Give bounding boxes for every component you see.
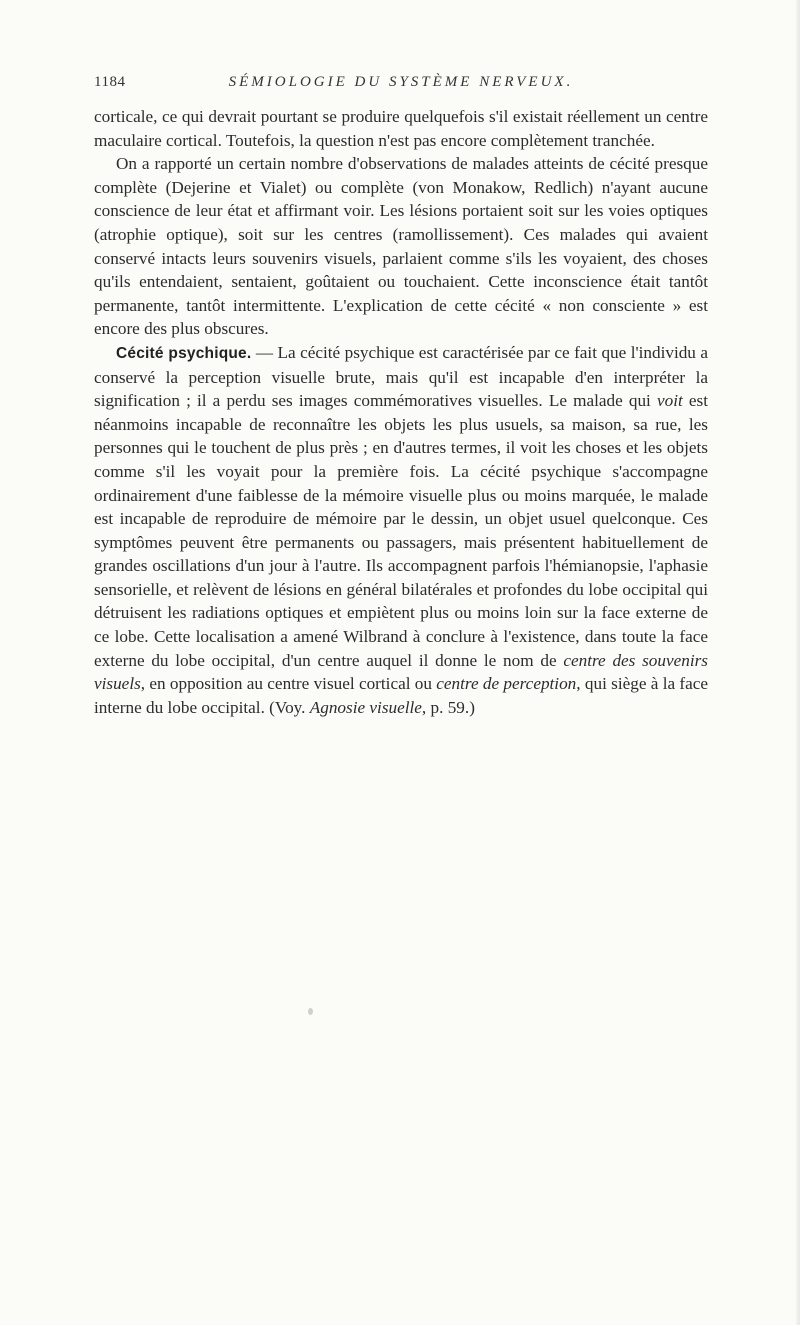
page-number: 1184 [94,74,126,90]
paragraph-continuation: corticale, ce qui devrait pourtant se produire quelquefois s'il existait réellement un centre maculaire cortical. Toutefois, la question n'est pas encore complètement tranchée. [94,107,708,150]
body-text [94,105,708,719]
cross-reference-agnosie: Agnosie visuelle [309,697,422,717]
italic-term-centre-perception: centre de perception [436,674,577,694]
heading-dash: — [251,342,278,362]
paragraph-unconscious-blindness: On a rapporté un certain nombre d'observations de malades atteints de cécité presque complète (Dejerine et Vialet) ou complète (von Monakow, Redlich) n'ayant aucune conscience de leur état et affirmant voir. Les lésions portaient soit sur les voies optiques (atrophie optique), soit sur les centres (ramollissement). Ces malades qui avaient conservé intacts leurs souvenirs visuels, parlaient comme s'ils les voyaient, des choses qu'ils entendaient, sentaient, goûtaient ou touchaient. Cette inconscience était tantôt permanente, tantôt intermittente. L'explication de cette cécité « non consciente » est encore des plus obscures. [94,154,708,339]
text-segment: La cécité psychique est caractérisée par ce fait que l'individu a conservé la perception visuelle brute, mais qu'il est incapable d'en interpréter la signification ; il a perdu ses images commémoratives visuelles. Le malade qui [94,342,709,411]
text-segment: est néanmoins incapable de reconnaître les objets les plus usuels, sa maison, sa rue, les personnes qui le touchent de plus près ; en d'autres termes, il voit les choses et les objets comme s'il les voyait pour la première fois. La cécité psychique s'accompagne ordinairement d'une faiblesse de la mémoire visuelle plus ou moins marquée, le malade est incapable de reproduire de mémoire par le dessin, un objet usuel quelconque. Ces symptômes peuvent être permanents ou passagers, mais présentent habituellement de grandes oscillations d'un jour à l'autre. Ils accompagnent parfois l'hémianopsie, l'aphasie sensorielle, et relèvent de lésions en général bilatérales et profondes du lobe occipital qui détruisent les radiations optiques et empiètent plus ou moins loin sur la face externe de ce lobe. Cette localisation a amené Wilbrand à conclure à l'existence, dans toute la face externe du lobe occipital, d'un centre auquel il donne le nom de [94,391,708,670]
text-segment: , p. 59.) [421,697,475,717]
italic-term-voit: voit [656,391,683,411]
text-segment: , en opposition au centre visuel cortical ou [140,674,437,694]
running-title: SÉMIOLOGIE DU SYSTÈME NERVEUX. [228,74,574,90]
italic-term-centre-souvenirs: centre des souvenirs visuels [94,650,708,694]
text-segment: , qui siège à la face interne du lobe occipital. (Voy. [94,674,709,717]
page-header [94,74,708,98]
page-edge-shadow [796,0,800,1325]
section-heading-psychic-blindness: Cécité psychique. [116,344,252,362]
paragraph-psychic-blindness [94,341,708,720]
paper-speck [308,1008,313,1015]
